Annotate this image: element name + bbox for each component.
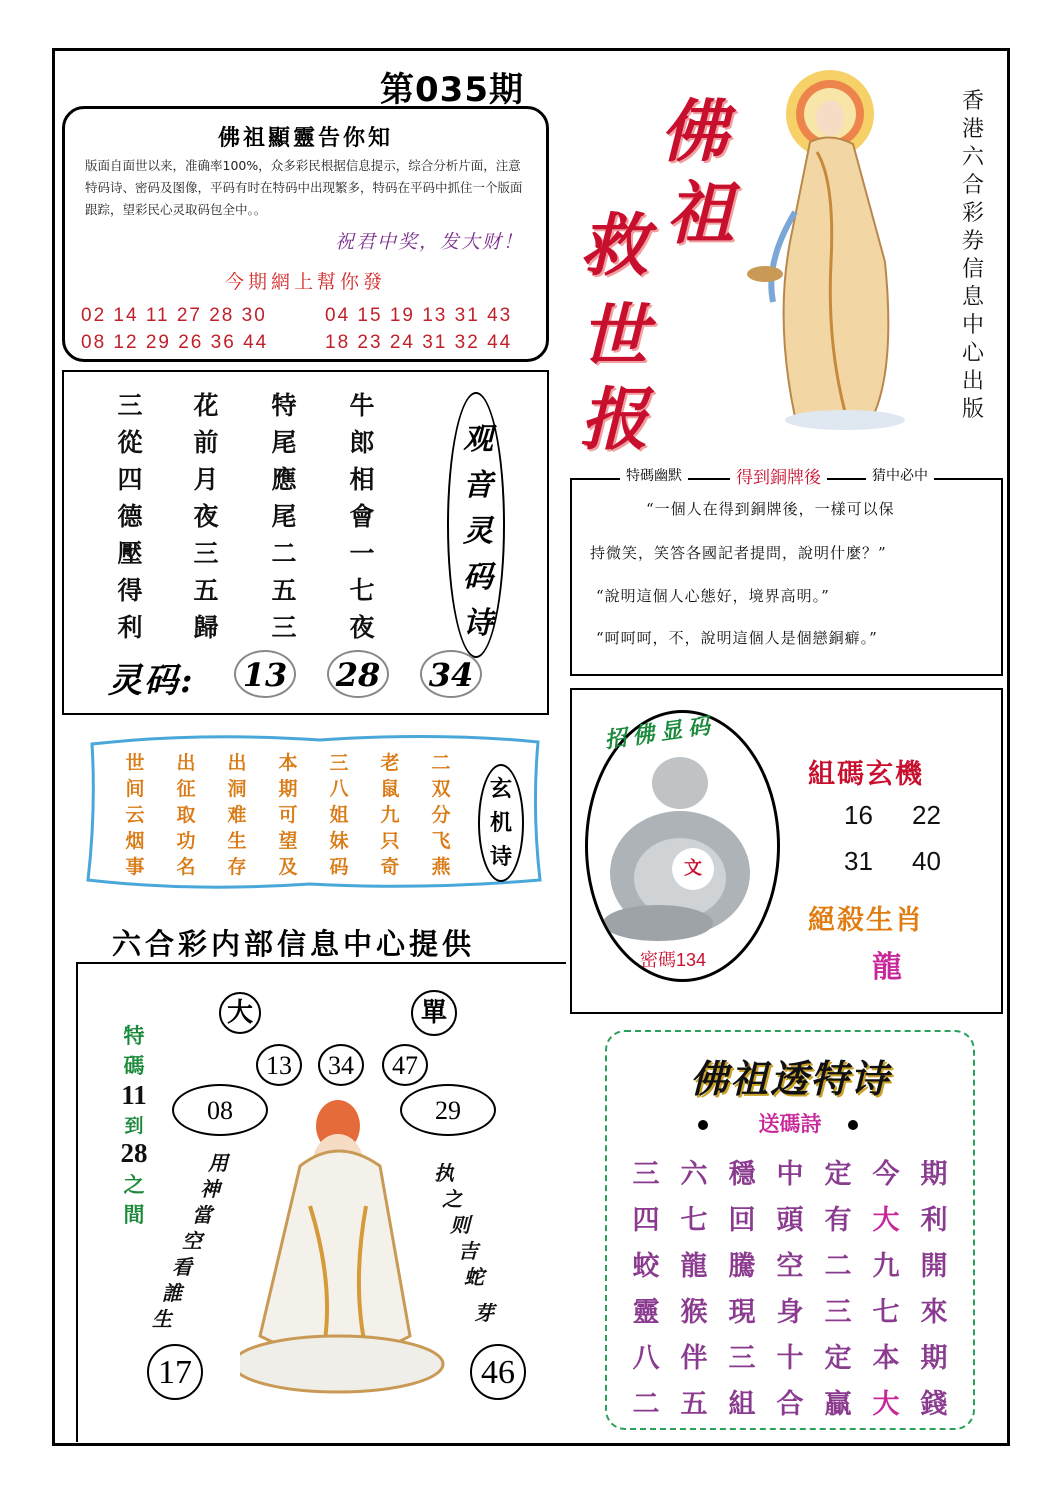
special-poem-char: 八 — [632, 1343, 660, 1374]
xuanji-char: 九 — [380, 804, 400, 826]
lingma-number: 34 — [420, 650, 482, 698]
special-poem-char: 騰 — [728, 1251, 756, 1282]
special-poem-char: 伴 — [680, 1343, 708, 1374]
bottom-right-number: 46 — [470, 1344, 526, 1400]
kill-zodiac-animal: 龍 — [872, 950, 902, 985]
special-poem-char: 靈 — [632, 1297, 660, 1328]
poem-char: 德 — [117, 502, 143, 531]
xuanji-char: 只 — [380, 830, 400, 852]
poem-char: 三 — [271, 613, 297, 642]
special-poem-char: 錢 — [920, 1389, 948, 1420]
secret-code: 密碼134 — [640, 950, 707, 970]
xuanji-char: 名 — [176, 856, 196, 878]
xuanji-label-char: 诗 — [489, 844, 512, 870]
poem-char: 一 — [349, 539, 375, 568]
special-poem-char: 蛟 — [632, 1251, 660, 1282]
lingma-label: 灵码: — [108, 661, 195, 701]
poem-char: 尾 — [271, 428, 297, 457]
special-poem-char: 定 — [824, 1343, 852, 1374]
xuanji-char: 双 — [431, 778, 451, 800]
special-poem-char: 十 — [776, 1343, 804, 1374]
xuanji-char: 三 — [329, 752, 349, 774]
xuanji-char: 鼠 — [380, 778, 400, 800]
special-poem-title: 佛祖透特诗 — [689, 1056, 890, 1101]
special-poem-char: 現 — [728, 1297, 756, 1328]
poem-char: 特 — [271, 391, 297, 420]
poem-char: 二 — [271, 539, 297, 568]
bullet-dot-icon — [848, 1120, 858, 1130]
right-verse-char: 之 — [442, 1187, 462, 1211]
xuanji-char: 难 — [227, 804, 247, 826]
special-poem-char: 定 — [824, 1159, 852, 1190]
buddha-belly-mark: 文 — [672, 848, 714, 890]
poem-label-char: 音 — [463, 468, 493, 503]
special-poem-char: 期 — [920, 1159, 948, 1190]
issue-number: 第035期 — [380, 70, 524, 110]
publisher-char: 版 — [961, 397, 984, 422]
panel-number: 47 — [382, 1044, 428, 1086]
joke-line: “一個人在得到銅牌後，一樣可以保 — [646, 500, 895, 518]
xuanji-char: 生 — [227, 830, 247, 852]
xuanji-char: 出 — [176, 752, 196, 774]
xuanji-char: 可 — [278, 804, 298, 826]
xuanji-char: 期 — [278, 778, 298, 800]
poem-char: 牛 — [349, 391, 375, 420]
special-poem-char: 空 — [776, 1251, 804, 1282]
net-title: 今期網上幫你發 — [224, 271, 386, 293]
special-poem-subtitle: 送碼詩 — [758, 1111, 822, 1136]
special-poem-char: 五 — [680, 1389, 708, 1420]
poem-char: 從 — [117, 428, 143, 457]
xuanji-char: 本 — [278, 752, 298, 774]
special-poem-char: 七 — [680, 1205, 708, 1236]
title-char-3: 救 — [580, 206, 649, 286]
left-verse-char: 生 — [152, 1307, 172, 1331]
poem-char: 利 — [117, 613, 143, 642]
special-poem-char: 中 — [776, 1159, 804, 1190]
provider-text: 六合彩内部信息中心提供 — [112, 927, 476, 961]
publisher-char: 港 — [961, 117, 984, 142]
special-poem-char: 猴 — [680, 1297, 708, 1328]
special-poem-char: 大 — [872, 1389, 900, 1420]
joke-line: 持微笑，笑答各國記者提問，說明什麼？” — [590, 544, 887, 562]
xuanji-label-oval — [478, 764, 524, 882]
publisher-char: 出 — [961, 369, 984, 394]
publisher-char: 合 — [961, 173, 984, 198]
num-row-1-right: 04 15 19 13 31 43 — [325, 305, 513, 326]
publisher-char: 信 — [961, 257, 984, 282]
poem-char: 三 — [117, 391, 143, 420]
publisher-char: 香 — [961, 89, 984, 114]
xuanji-char: 功 — [176, 830, 196, 852]
intro-title: 佛祖顯靈告你知 — [217, 125, 393, 151]
special-poem-char: 六 — [680, 1159, 708, 1190]
tema-char: 特 — [123, 1023, 145, 1048]
special-poem-char: 今 — [872, 1159, 900, 1190]
blessing-text: 祝君中奖，发大财！ — [334, 231, 524, 253]
poem-char: 七 — [349, 576, 375, 605]
poem-label-char: 灵 — [463, 514, 493, 549]
publisher-char: 六 — [961, 145, 984, 170]
intro-box — [62, 106, 549, 362]
poem-label-oval — [447, 392, 505, 658]
special-poem-char: 大 — [872, 1205, 900, 1236]
publisher-char: 券 — [961, 229, 984, 254]
poem-char: 得 — [117, 576, 143, 605]
special-poem-char: 組 — [728, 1389, 756, 1420]
xuanji-char: 征 — [176, 778, 196, 800]
special-poem-char: 二 — [824, 1251, 852, 1282]
special-poem-char: 期 — [920, 1343, 948, 1374]
special-poem-char: 四 — [632, 1205, 660, 1236]
joke-line: “呵呵呵，不，說明這個人是個戀銅癖。” — [596, 629, 878, 647]
num-row-2-left: 08 12 29 26 36 44 — [81, 332, 269, 353]
special-poem-char: 頭 — [776, 1205, 804, 1236]
tema-range — [112, 1020, 156, 1229]
left-verse-char: 用 — [208, 1151, 228, 1175]
special-poem-char: 贏 — [824, 1389, 852, 1420]
poem-char: 歸 — [193, 613, 219, 642]
poem-char: 夜 — [193, 502, 219, 531]
title-char-5: 报 — [580, 380, 649, 460]
publisher-char: 息 — [961, 285, 984, 310]
right-verse-char: 吉 — [458, 1239, 478, 1263]
xuanji-char: 妹 — [329, 830, 349, 852]
xuanji-char: 八 — [329, 778, 349, 800]
joke-line: “說明這個人心態好，境界高明。” — [596, 587, 830, 605]
big-label: 大 — [219, 992, 261, 1034]
xuanji-char: 出 — [227, 752, 247, 774]
poem-char: 前 — [193, 428, 219, 457]
left-verse-char: 誰 — [162, 1281, 182, 1305]
tema-to: 28 — [120, 1138, 148, 1168]
joke-head-left: 特碼幽默 — [620, 465, 688, 485]
publisher-char: 心 — [961, 341, 984, 366]
combo-number: 31 — [844, 846, 873, 876]
poem-char: 相 — [349, 465, 375, 494]
xuanji-char: 及 — [278, 856, 298, 878]
xuanji-char: 分 — [431, 804, 451, 826]
xuanji-char: 奇 — [380, 856, 400, 878]
poem-char: 三 — [193, 539, 219, 568]
panel-number: 34 — [318, 1044, 364, 1086]
poem-char: 花 — [193, 391, 219, 420]
lingma-number: 28 — [327, 650, 389, 698]
poem-char: 會 — [349, 502, 375, 531]
special-poem-char: 龍 — [680, 1251, 708, 1282]
left-oval-number: 08 — [172, 1084, 268, 1136]
panel-number: 13 — [256, 1044, 302, 1086]
num-row-1-left: 02 14 11 27 28 30 — [81, 305, 267, 326]
xuanji-char: 飞 — [431, 830, 451, 852]
xuanji-char: 二 — [431, 752, 451, 774]
special-poem-char: 來 — [920, 1297, 948, 1328]
kill-zodiac-title: 絕殺生肖 — [808, 905, 924, 936]
special-poem-char: 九 — [872, 1251, 900, 1282]
publisher-char: 中 — [961, 313, 984, 338]
xuanji-char: 事 — [125, 856, 145, 878]
xuanji-label-char: 玄 — [489, 776, 512, 802]
xuanji-char: 望 — [278, 830, 298, 852]
title-char-4: 世 — [580, 296, 649, 376]
left-verse-char: 當 — [192, 1203, 212, 1227]
special-poem-char: 穩 — [728, 1159, 756, 1190]
right-verse-char: 则 — [450, 1213, 470, 1237]
intro-text: 版面自面世以来，准确率100%，众多彩民根据信息提示，综合分析片面，注意特码诗、密码及图像，平码有时在特码中出现繁多，特码在平码中抓住一个版面跟踪，望彩民心灵取码包全中。。 — [85, 158, 523, 217]
special-poem-char: 有 — [824, 1205, 852, 1236]
xuanji-char: 码 — [329, 856, 349, 878]
special-poem-char: 三 — [824, 1297, 852, 1328]
joke-head-mid: 得到銅牌後 — [730, 463, 827, 488]
poem-label-char: 码 — [463, 560, 493, 595]
special-poem-char: 三 — [728, 1343, 756, 1374]
combo-number: 16 — [844, 800, 873, 830]
buddha-arc-text: 招佛显码 — [602, 712, 718, 754]
poem-char: 郎 — [349, 428, 375, 457]
xuanji-char: 云 — [125, 804, 145, 826]
xuanji-char: 姐 — [329, 804, 349, 826]
poem-char: 夜 — [349, 613, 375, 642]
special-poem-char: 本 — [872, 1343, 900, 1374]
poem-char: 五 — [271, 576, 297, 605]
joke-head-right: 猜中必中 — [866, 465, 934, 485]
special-poem-char: 身 — [776, 1297, 804, 1328]
special-poem-char: 回 — [728, 1205, 756, 1236]
combo-title: 組碼玄機 — [808, 759, 924, 790]
lingma-number: 13 — [234, 650, 296, 698]
title-char-1: 佛 — [660, 92, 729, 172]
left-verse-char: 看 — [172, 1255, 192, 1279]
xuanji-char: 存 — [227, 856, 247, 878]
xuanji-char: 世 — [125, 752, 145, 774]
tema-from: 11 — [121, 1080, 147, 1110]
combo-number: 22 — [912, 800, 941, 830]
poem-char: 應 — [271, 465, 297, 494]
bottom-left-number: 17 — [147, 1344, 203, 1400]
left-verse-char: 空 — [182, 1229, 202, 1253]
poem-label-char: 诗 — [463, 606, 493, 641]
right-verse-char: 蛇 — [464, 1265, 484, 1289]
seated-guanyin-image — [240, 1096, 470, 1402]
xuanji-char: 洞 — [227, 778, 247, 800]
tema-char: 間 — [123, 1202, 145, 1227]
poem-char: 月 — [193, 465, 219, 494]
combo-number: 40 — [912, 846, 941, 876]
publisher-vertical — [960, 88, 986, 424]
guanyin-figure — [735, 62, 950, 432]
xuanji-label-char: 机 — [489, 810, 512, 836]
title-char-2: 祖 — [666, 174, 735, 254]
right-verse-char: 执 — [434, 1161, 454, 1185]
xuanji-char: 间 — [125, 778, 145, 800]
left-verse-char: 神 — [200, 1177, 220, 1201]
right-verse-char: 芽 — [474, 1301, 494, 1325]
poem-char: 四 — [117, 465, 143, 494]
right-oval-number: 29 — [400, 1084, 496, 1136]
tema-char: 到 — [124, 1115, 144, 1137]
special-poem-char: 二 — [632, 1389, 660, 1420]
odd-label: 單 — [411, 990, 457, 1036]
tema-char: 碼 — [123, 1053, 145, 1078]
tema-char: 之 — [123, 1172, 145, 1197]
poem-char: 五 — [193, 576, 219, 605]
special-poem-char: 三 — [632, 1159, 660, 1190]
special-poem-char: 合 — [776, 1389, 804, 1420]
publisher-char: 彩 — [961, 201, 984, 226]
poem-label-char: 观 — [463, 422, 493, 457]
poem-char: 尾 — [271, 502, 297, 531]
xuanji-char: 燕 — [431, 856, 451, 878]
special-poem-char: 開 — [920, 1251, 948, 1282]
special-poem-char: 利 — [920, 1205, 948, 1236]
poem-char: 壓 — [117, 539, 143, 568]
num-row-2-right: 18 23 24 31 32 44 — [325, 332, 513, 353]
xuanji-char: 取 — [176, 804, 196, 826]
xuanji-char: 老 — [380, 752, 400, 774]
special-poem-char: 七 — [872, 1297, 900, 1328]
xuanji-char: 烟 — [125, 830, 145, 852]
